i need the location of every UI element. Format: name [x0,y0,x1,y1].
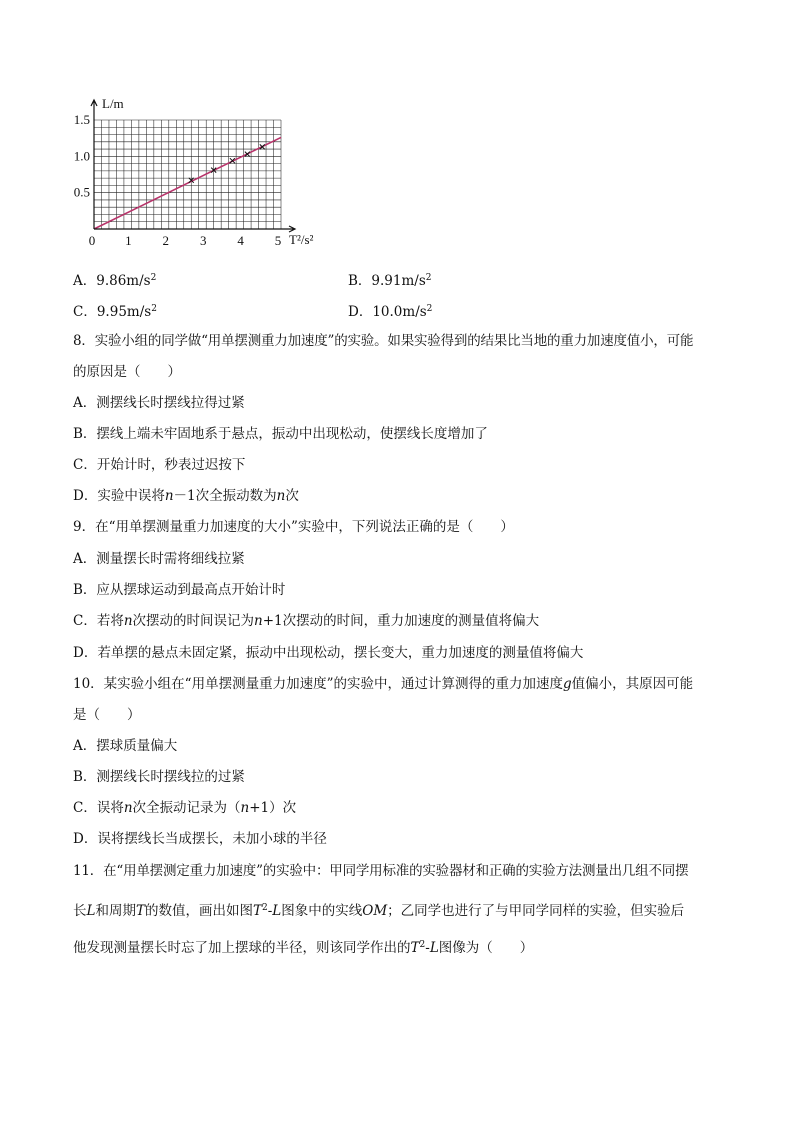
x-axis-label: T²/s² [289,232,314,247]
q10-option-c[interactable]: C．误将n次全振动记录为（n+1）次 [73,800,297,816]
y-tick-labels [74,112,90,200]
q10-option-a[interactable]: A．摆球质量偏大 [73,738,178,754]
y-axis-label: L/m [102,96,124,111]
y-tick-label: 0.5 [73,184,90,200]
x-tick-label: 2 [162,233,170,248]
x-tick-label: 5 [274,233,282,248]
q8-option-a[interactable]: A．测摆线长时摆线拉得过紧 [73,395,245,411]
q8-option-c[interactable]: C．开始计时，秒表过迟按下 [73,457,246,473]
x-tick-label: 3 [199,233,207,248]
x-tick-labels [89,233,282,248]
q9-option-b[interactable]: B．应从摆球运动到最高点开始计时 [73,582,286,598]
q7-option-c[interactable]: C．$9.95m/s^2$ [73,304,157,320]
q10-stem-line1: 10．某实验小组在“用单摆测量重力加速度”的实验中，通过计算测得的重力加速度g值偏小，其原因可能 [73,676,694,692]
l-vs-t2-graph [64,92,334,254]
x-tick-label: 4 [237,233,244,248]
q9-option-d[interactable]: D．若单摆的悬点未固定紧，振动中出现松动，摆长变大，重力加速度的测量值将偏大 [73,645,584,661]
q7-option-a[interactable]: A．$9.86m/s^2$ [73,273,157,289]
q8-option-b[interactable]: B．摆线上端未牢固地系于悬点，振动中出现松动，使摆线长度增加了 [73,426,488,442]
q7-option-b[interactable]: B．$9.91m/s^2$ [348,273,432,289]
x-tick-label: 0 [88,233,96,248]
q8-stem-line1: 8．实验小组的同学做“用单摆测重力加速度”的实验。如果实验得到的结果比当地的重力加速度值小，可能 [73,333,694,349]
q10-option-b[interactable]: B．测摆线长时摆线拉的过紧 [73,769,245,785]
fit-line [94,137,281,229]
q11-stem-line3: 他发现测量摆长时忘了加上摆球的半径，则该同学作出的$T^2-L$图像为（ ） [73,940,534,956]
q8-stem-line2: 的原因是（ ） [73,364,181,380]
y-tick-label: 1.0 [73,148,90,164]
q11-stem-line1: 11．在“用单摆测定重力加速度”的实验中：甲同学用标准的实验器材和正确的实验方法测量出几组不同摆 [73,863,689,879]
q8-option-d[interactable]: D．实验中误将n－1次全振动数为n次 [73,488,299,504]
x-tick-label: 1 [125,233,132,248]
q10-stem-line2: 是（ ） [73,707,141,723]
graph-grid [94,120,281,229]
y-tick-label: 1.5 [73,112,90,127]
q10-option-d[interactable]: D．误将摆线长当成摆长，未加小球的半径 [73,831,327,847]
q11-stem-line2: 长L和周期T的数值，画出如图$T^2-L$图象中的实线OM；乙同学也进行了与甲同学同样的实验，但实验后 [73,903,685,919]
q9-option-a[interactable]: A．测量摆长时需将细线拉紧 [73,551,245,567]
q9-stem: 9．在“用单摆测量重力加速度的大小”实验中，下列说法正确的是（ ） [73,519,514,535]
q9-option-c[interactable]: C．若将n次摆动的时间误记为n+1次摆动的时间，重力加速度的测量值将偏大 [73,613,540,629]
q7-option-d[interactable]: D．$10.0m/s^2$ [348,304,433,320]
